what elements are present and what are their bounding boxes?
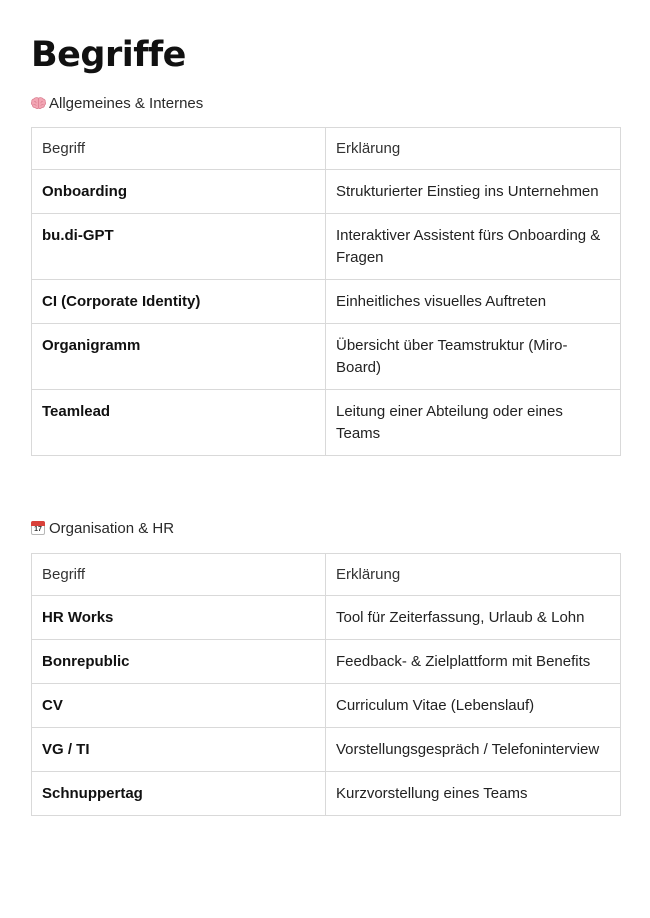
definition-cell: Kurzvorstellung eines Teams	[326, 772, 621, 816]
table-row	[32, 684, 621, 728]
table-row	[32, 772, 621, 816]
table-row	[32, 390, 621, 456]
section-heading-hr	[31, 518, 174, 538]
table-row	[32, 596, 621, 640]
section-heading-label: Allgemeines & Internes	[49, 94, 204, 112]
column-header-term: Begriff	[32, 128, 326, 170]
definition-cell: Tool für Zeiterfassung, Urlaub & Lohn	[326, 596, 621, 640]
term-cell: Organigramm	[32, 324, 326, 390]
page-title: Begriffe	[31, 35, 186, 75]
definition-cell: Übersicht über Teamstruktur (Miro-Board)	[326, 324, 621, 390]
term-cell: Bonrepublic	[32, 640, 326, 684]
definition-cell: Feedback- & Zielplattform mit Benefits	[326, 640, 621, 684]
table-header-row	[32, 128, 621, 170]
glossary-table-general	[31, 127, 621, 456]
column-header-definition: Erklärung	[326, 128, 621, 170]
term-cell: bu.di-GPT	[32, 214, 326, 280]
term-cell: Teamlead	[32, 390, 326, 456]
definition-cell: Strukturierter Einstieg ins Unternehmen	[326, 170, 621, 214]
definition-cell: Interaktiver Assistent fürs Onboarding & Fragen	[326, 214, 621, 280]
section-heading-general	[31, 93, 203, 113]
term-cell: HR Works	[32, 596, 326, 640]
column-header-term: Begriff	[32, 554, 326, 596]
term-cell: CV	[32, 684, 326, 728]
definition-cell: Vorstellungsgespräch / Telefoninterview	[326, 728, 621, 772]
term-cell: Schnuppertag	[32, 772, 326, 816]
table-row	[32, 170, 621, 214]
table-row	[32, 640, 621, 684]
definition-cell: Einheitliches visuelles Auftreten	[326, 280, 621, 324]
brain-icon	[31, 97, 46, 110]
table-row	[32, 324, 621, 390]
definition-cell: Curriculum Vitae (Lebenslauf)	[326, 684, 621, 728]
table-header-row	[32, 554, 621, 596]
calendar-icon	[31, 521, 45, 535]
glossary-table-hr	[31, 553, 621, 816]
calendar-day: 17	[34, 526, 42, 533]
table-row	[32, 728, 621, 772]
definition-cell: Leitung einer Abteilung oder eines Teams	[326, 390, 621, 456]
column-header-definition: Erklärung	[326, 554, 621, 596]
term-cell: Onboarding	[32, 170, 326, 214]
term-cell: VG / TI	[32, 728, 326, 772]
table-row	[32, 214, 621, 280]
section-heading-label: Organisation & HR	[49, 519, 175, 537]
table-row	[32, 280, 621, 324]
term-cell: CI (Corporate Identity)	[32, 280, 326, 324]
